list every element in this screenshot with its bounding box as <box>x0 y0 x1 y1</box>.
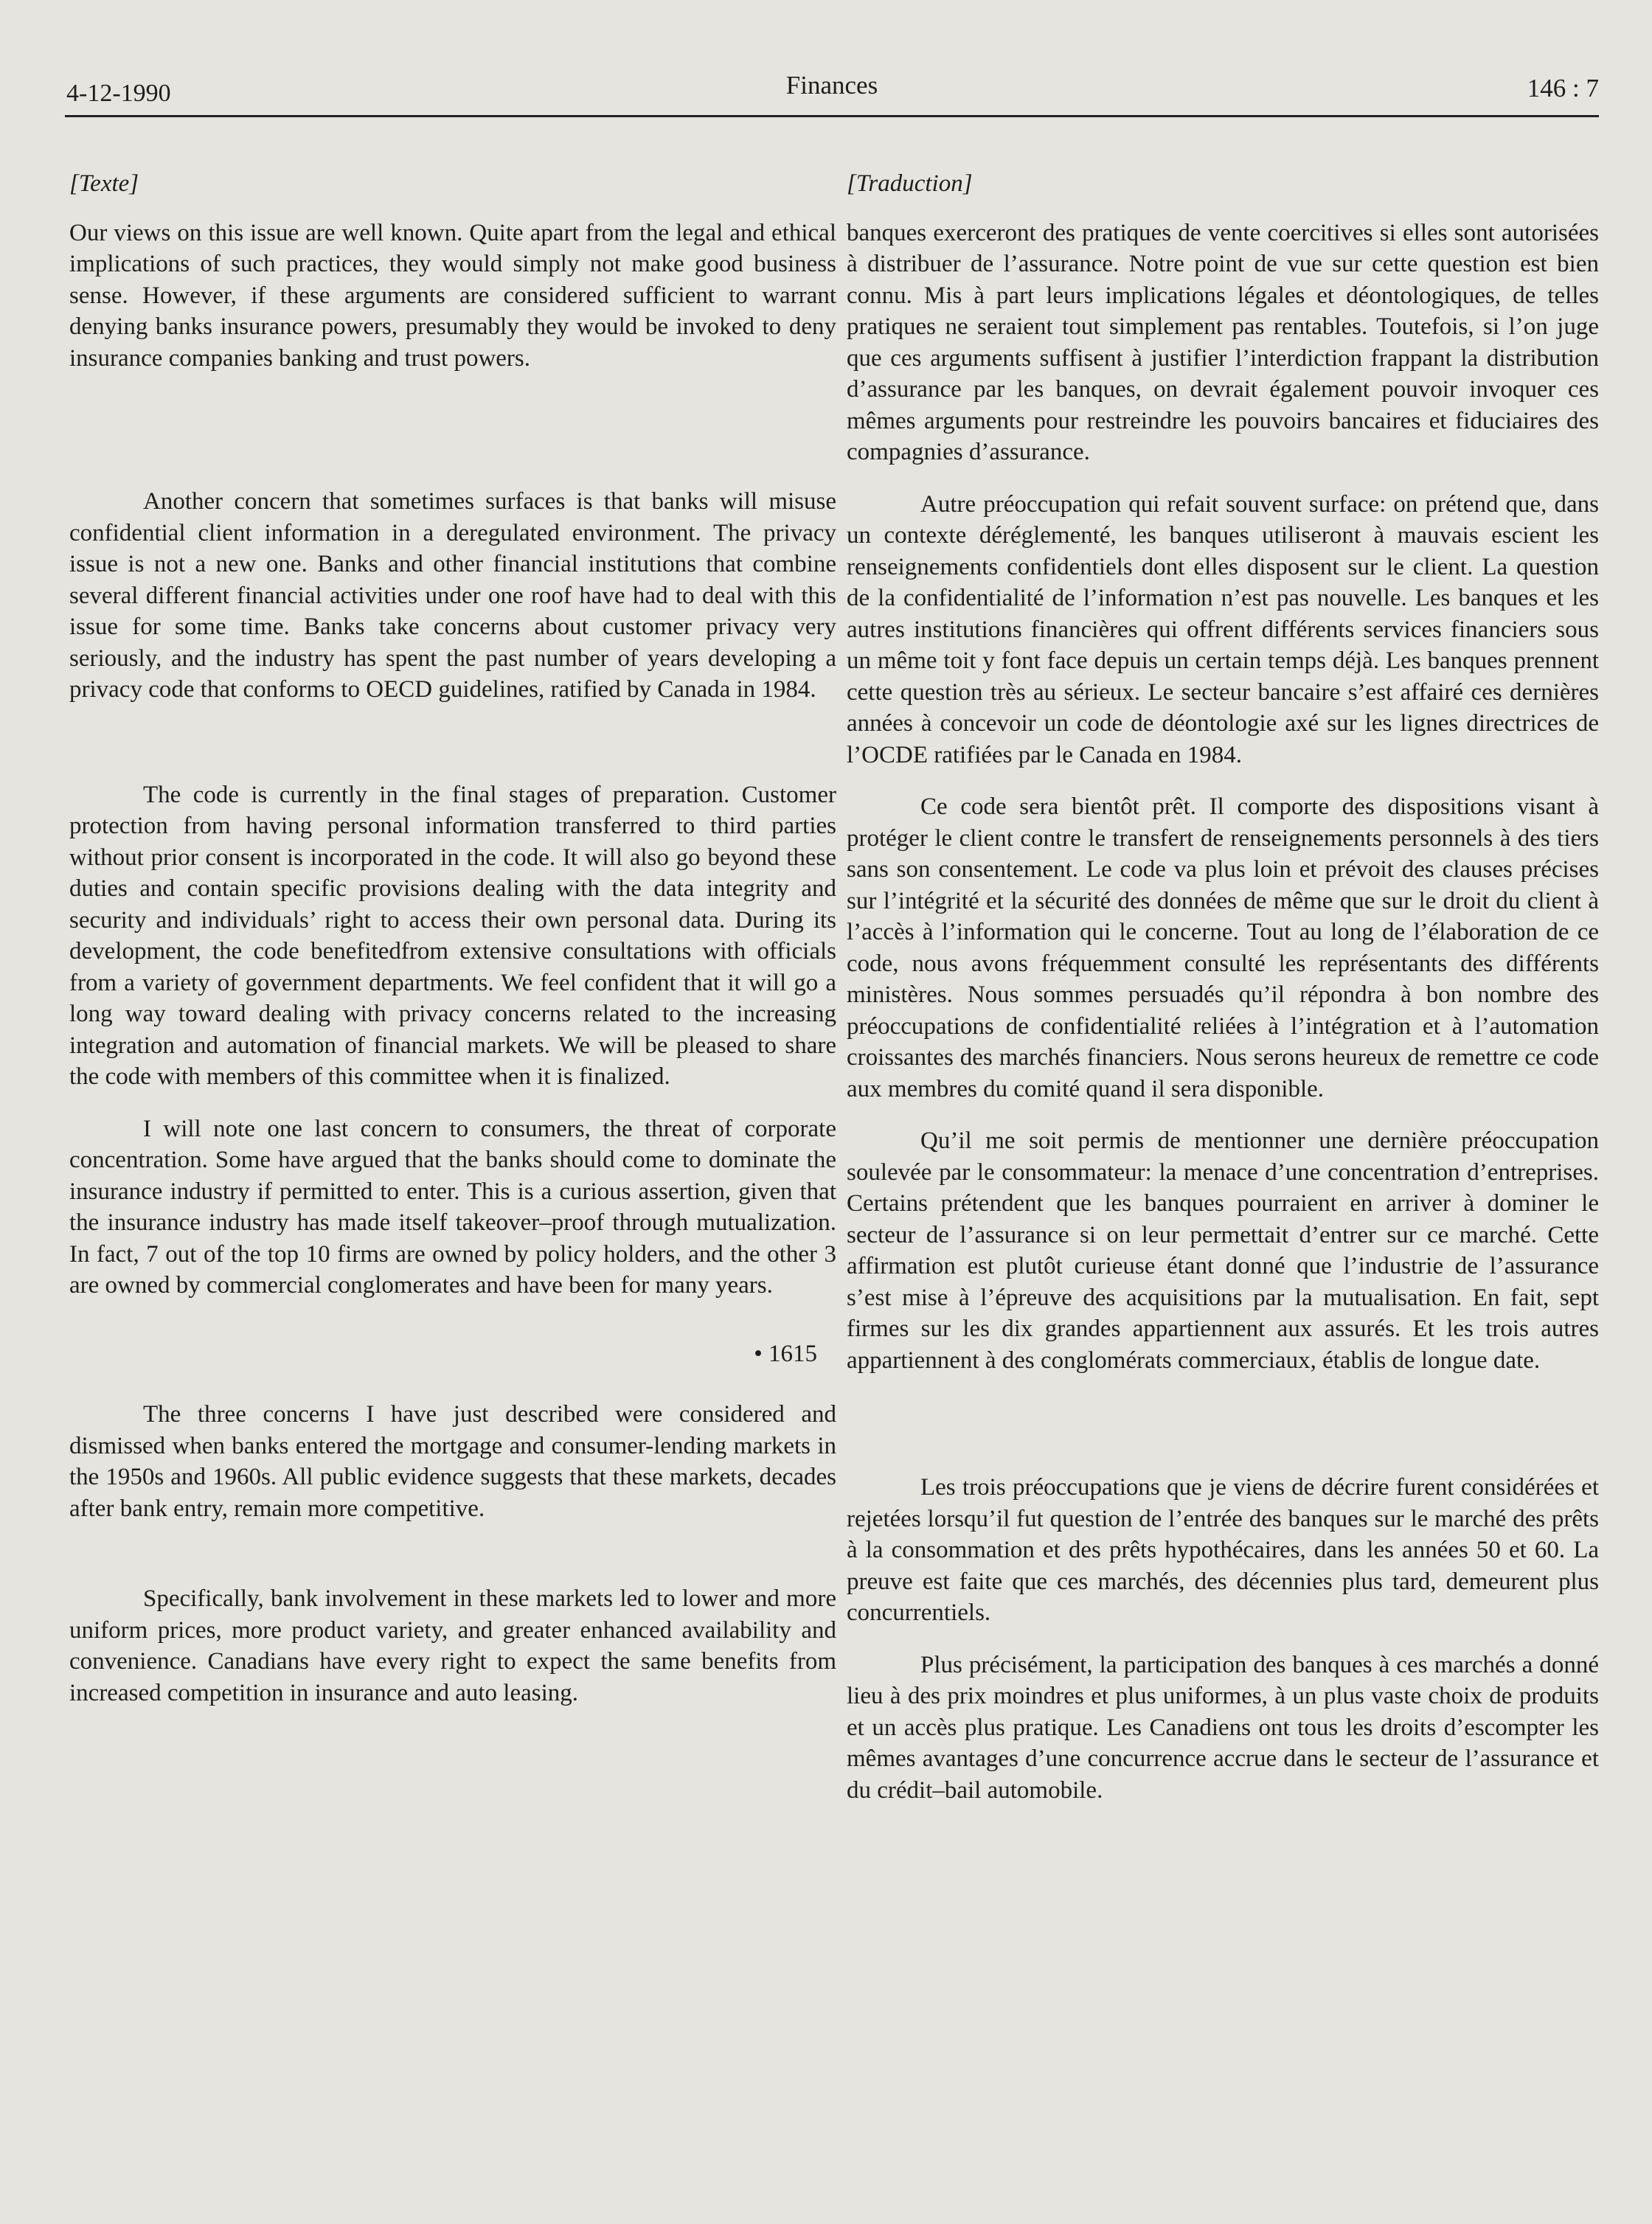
header-date: 4-12-1990 <box>66 80 171 107</box>
paragraph: Our views on this issue are well known. Quite apart from the legal and ethical implications of such practices, they would simply not make good business sense. However, if these arguments are considered sufficient to warrant denying banks insurance powers, presumably they would be invoked to deny insurance companies banking and trust powers. <box>69 219 836 372</box>
paragraph: banques exerceront des pratiques de vente coercitives si elles sont autorisées à distribuer de l’assurance. Notre point de vue sur cette question est bien connu. Mis à part leurs implications légales et déontologiques, de telles pratiques ne seraient tout simplement pas rentables. Toutefois, si l’on juge que ces arguments suffisent à justifier l’interdiction frappant la distribution d’assurance par les banques, on devrait également pouvoir invoquer ces mêmes arguments pour restreindre les pouvoirs bancaires et fiduciaires des compagnies d’assurance. <box>847 219 1599 465</box>
language-tag-french: [Traduction] <box>847 170 973 197</box>
time-marker: • 1615 <box>754 1340 817 1367</box>
french-column <box>847 168 1599 1806</box>
paragraph: Plus précisément, la participation des banques à ces marchés a donné lieu à des prix moindres et plus uniformes, à un plus vaste choix de produits et un accès plus pratique. Les Canadiens ont tous les droits d’escompter les mêmes avantages d’une concurrence accrue dans le secteur de l’assurance et du crédit–bail automobile. <box>847 1651 1599 1804</box>
paragraph: Ce code sera bientôt prêt. Il comporte des dispositions visant à protéger le client contre le transfert de renseignements personnels à des tiers sans son consentement. Le code va plus loin et prévoit des clauses précises sur l’intégrité et la sécurité des données de même que sur le droit du client à l’accès à l’information qui le concerne. Tout au long de l’élaboration de ce code, nous avons fréquemment consulté les représentants des différents ministères. Nous sommes persuadés qu’il répondra à bon nombre des préoccupations de confidentialité reliées à l’intégration et à l’automation croissantes des marchés financiers. Nous serons heureux de remettre ce code aux membres du comité quand il sera disponible. <box>847 793 1599 1102</box>
paragraph: The code is currently in the final stages of preparation. Customer protection from having personal information transferred to third parties without prior consent is incorporated in the code. It will also go beyond these duties and contain specific provisions dealing with the data integrity and security and individuals’ right to access their own personal data. During its development, the code benefitedfrom extensive consultations with officials from a variety of government departments. We feel confident that it will go a long way toward dealing with privacy concerns related to the increasing integration and automation of financial markets. We will be pleased to share the code with members of this committee when it is finalized. <box>69 781 836 1090</box>
english-column <box>69 168 836 1709</box>
paragraph: I will note one last concern to consumers, the threat of corporate concentration. Some have argued that the banks should come to dominate the insurance industry if permitted to enter. This is a curious assertion, given that the insurance industry has made itself takeover–proof through mutualization. In fact, 7 out of the top 10 firms are owned by policy holders, and the other 3 are owned by commercial conglomerates and have been for many years. <box>69 1115 836 1299</box>
language-tag-english: [Texte] <box>69 170 139 197</box>
page-header <box>65 71 1599 117</box>
header-page-number: 146 : 7 <box>1527 74 1599 102</box>
paragraph: The three concerns I have just described were considered and dismissed when banks entered the mortgage and consumer-lending markets in the 1950s and 1960s. All public evidence suggests that these markets, decades after bank entry, remain more competitive. <box>69 1401 836 1522</box>
paragraph: Autre préoccupation qui refait souvent surface: on prétend que, dans un contexte déréglementé, les banques utiliseront à mauvais escient les renseignements confidentiels dont elles disposent sur le client. La question de la confidentialité de l’information n’est pas nouvelle. Les banques et les autres institutions financières qui offrent différents services financiers sous un même toit y font face depuis un certain temps déjà. Les banques prennent cette question très au sérieux. Le secteur bancaire s’est affairé ces dernières années à concevoir un code de déontologie axé sur les lignes directrices de l’OCDE ratifiées par le Canada en 1984. <box>847 490 1599 768</box>
paragraph: Specifically, bank involvement in these markets led to lower and more uniform prices, more product variety, and greater enhanced availability and convenience. Canadians have every right to expect the same benefits from increased competition in insurance and auto leasing. <box>69 1585 836 1706</box>
header-title: Finances <box>785 71 878 100</box>
paragraph: Les trois préoccupations que je viens de décrire furent considérées et rejetées lorsqu’il fut question de l’entrée des banques sur le marché des prêts à la consommation et des prêts hypothécaires, dans les années 50 et 60. La preuve est faite que ces marchés, des décennies plus tard, demeurent plus concurrentiels. <box>847 1474 1599 1626</box>
paragraph: Qu’il me soit permis de mentionner une dernière préoccupation soulevée par le consommateur: la menace d’une concentration d’entreprises. Certains prétendent que les banques pourraient en arriver à dominer le secteur de l’assurance si on leur permettait d’entrer sur ce marché. Cette affirmation est plutôt curieuse étant donné que l’industrie de l’assurance s’est mise à l’épreuve des acquisitions par la mutualisation. En fait, sept firmes sur les dix grandes appartiennent aux assurés. Et les trois autres appartiennent à des conglomérats commerciaux, établis de longue date. <box>847 1127 1599 1374</box>
paragraph: Another concern that sometimes surfaces is that banks will misuse confidential client information in a deregulated environment. The privacy issue is not a new one. Banks and other financial institutions that combine several different financial activities under one roof have had to deal with this issue for some time. Banks take concerns about customer privacy very seriously, and the industry has spent the past number of years developing a privacy code that conforms to OECD guidelines, ratified by Canada in 1984. <box>69 488 836 703</box>
